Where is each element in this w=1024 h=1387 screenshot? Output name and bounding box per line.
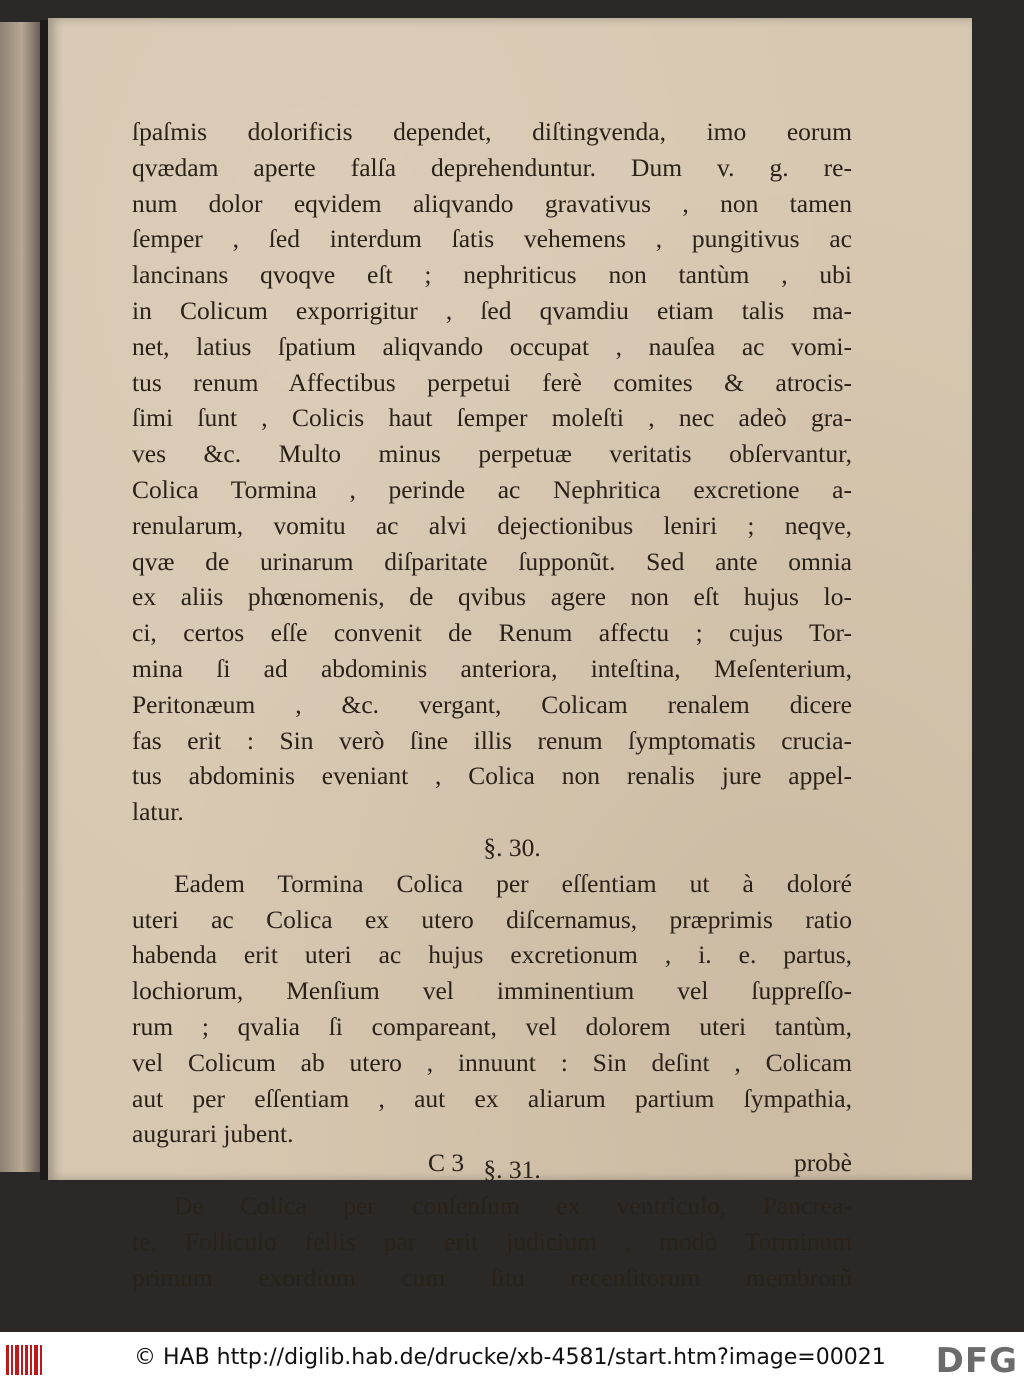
text-line: lochiorum, Menſium vel imminentium vel ſuppreſſo- xyxy=(132,976,852,1006)
text-line: latur. xyxy=(132,797,184,827)
text-line: num dolor eqvidem aliqvando gravativus , non tamen xyxy=(132,188,852,218)
catchword: probè xyxy=(793,1148,852,1177)
hab-barcode-logo-icon[interactable] xyxy=(6,1345,42,1375)
text-line: ex aliis phœnomenis, de qvibus agere non eſt hujus lo- xyxy=(132,582,852,612)
text-line: net, latius ſpatium aliqvando occupat , nauſea ac vomi- xyxy=(132,331,852,361)
text-line: ſimi ſunt , Colicis haut ſemper moleſti , nec adeò gra- xyxy=(132,403,852,433)
text-line: ſemper , ſed interdum ſatis vehemens , pungitivus ac xyxy=(132,224,852,254)
text-line: fas erit : Sin verò ſine illis renum ſymptomatis crucia- xyxy=(132,725,852,755)
text-line: augurari jubent. xyxy=(132,1119,294,1149)
section-heading-31: §. 31. xyxy=(483,1155,541,1185)
text-line: mina ſi ad abdominis anteriora, inteſtina, Meſenterium, xyxy=(132,653,852,683)
text-line: rum ; qvalia ſi compareant, vel dolorem uteri tantùm, xyxy=(132,1011,852,1041)
page-text xyxy=(132,114,852,1295)
viewer-footer-bar xyxy=(0,1332,1024,1387)
text-line: lancinans qvoqve eſt ; nephriticus non tantùm , ubi xyxy=(132,260,852,290)
document-page xyxy=(48,18,972,1292)
text-line: aut per eſſentiam , aut ex aliarum partium ſympathia, xyxy=(132,1083,852,1113)
text-line: renularum, vomitu ac alvi dejectionibus leniri ; neqve, xyxy=(132,510,852,540)
text-line: te, Folliculo fellis par erit judicium , modò Torminum xyxy=(132,1226,852,1256)
text-line: ci, certos eſſe convenit de Renum affectu ; cujus Tor- xyxy=(132,618,852,648)
text-line: uteri ac Colica ex utero diſcernamus, præprimis ratio xyxy=(132,904,852,934)
page-footer-line xyxy=(132,1148,852,1182)
adjacent-page-edge xyxy=(0,22,40,1172)
text-line: qvæ de urinarum diſparitate ſupponũt. Sed ante omnia xyxy=(132,546,852,576)
text-line: tus renum Affectibus perpetui ferè comites & atrocis- xyxy=(132,367,852,397)
text-line: ves &c. Multo minus perpetuæ veritatis obſervantur, xyxy=(132,439,852,469)
text-line: De Colica per conſenſum ex ventriculo, Pancrea- xyxy=(174,1190,852,1220)
text-line: primum exordium cum ſitu recenſitorum membrorũ xyxy=(132,1262,852,1292)
text-line: habenda erit uteri ac hujus excretionum , i. e. partus, xyxy=(132,940,852,970)
signature-mark: C 3 xyxy=(428,1148,465,1177)
text-line: ſpaſmis dolorificis dependet, diſtingvenda, imo eorum xyxy=(132,117,852,146)
text-line: Colica Tormina , perinde ac Nephritica excretione a- xyxy=(132,474,852,504)
book-spine xyxy=(40,20,48,1180)
text-line: qvædam aperte falſa deprehenduntur. Dum v. g. re- xyxy=(132,152,852,182)
copyright-url-link[interactable]: © HAB http://diglib.hab.de/drucke/xb-4581/start.htm?image=00021 xyxy=(134,1345,886,1370)
text-line: Eadem Tormina Colica per eſſentiam ut à doloré xyxy=(174,868,852,898)
dfg-logo[interactable]: DFG xyxy=(935,1341,1018,1381)
text-line: vel Colicum ab utero , innuunt : Sin deſint , Colicam xyxy=(132,1047,852,1077)
text-line: in Colicum exporrigitur , ſed qvamdiu etiam talis ma- xyxy=(132,295,852,325)
text-line: Peritonæum , &c. vergant, Colicam renalem dicere xyxy=(132,689,852,719)
text-line: tus abdominis eveniant , Colica non renalis jure appel- xyxy=(132,761,852,791)
section-heading-30: §. 30. xyxy=(483,832,541,862)
